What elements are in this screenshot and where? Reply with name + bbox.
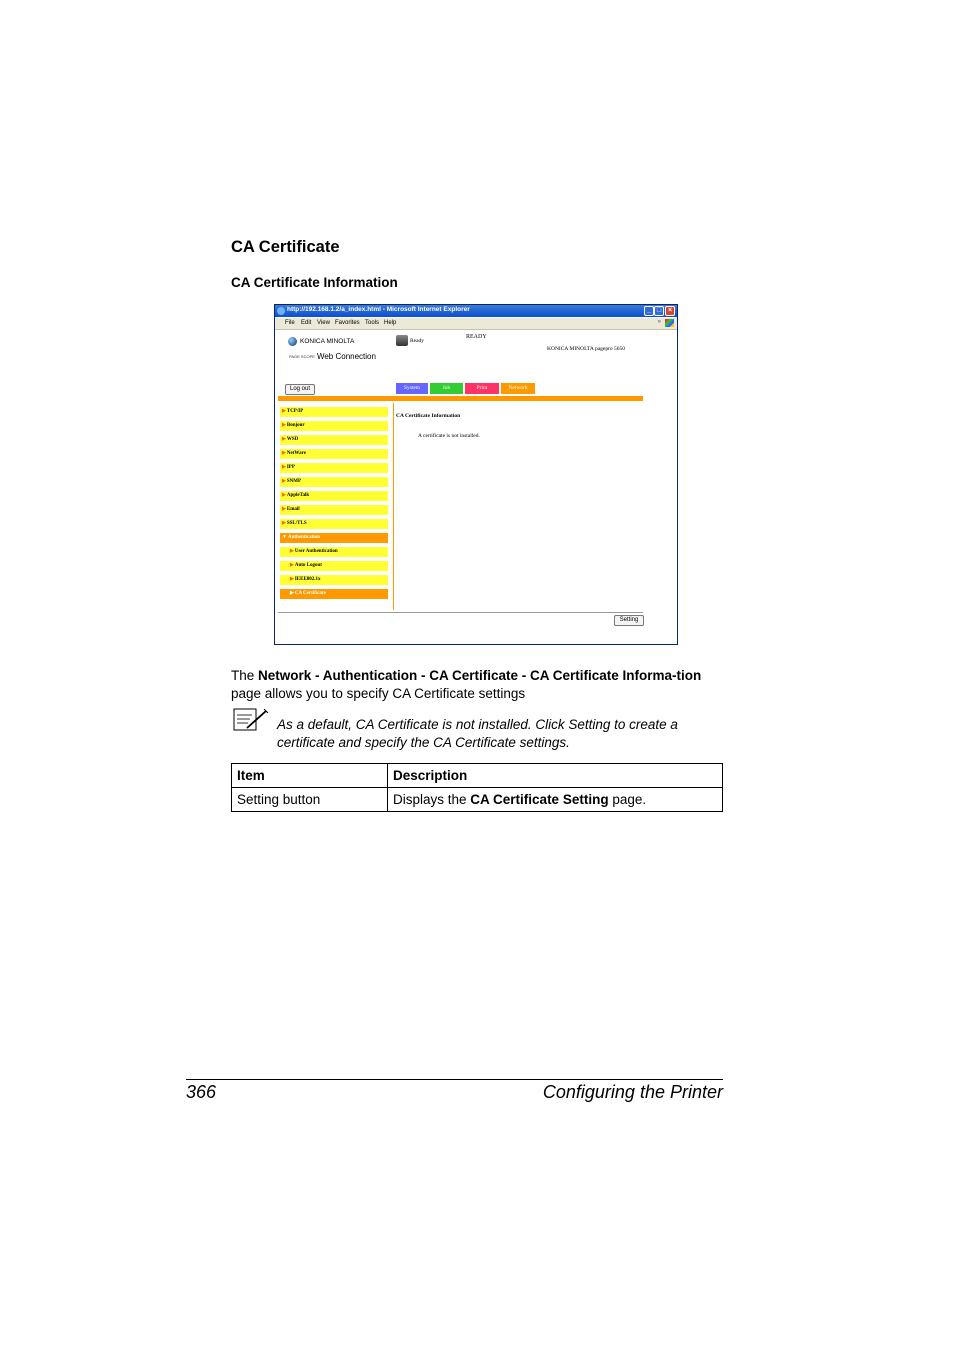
subsection-heading: CA Certificate Information	[231, 275, 398, 290]
window-titlebar	[275, 305, 677, 317]
menu-favorites[interactable]: Favorites	[335, 320, 360, 326]
tab-system[interactable]: System	[396, 383, 428, 394]
content-message: A certificate is not installed.	[418, 433, 480, 439]
section-heading: CA Certificate	[231, 238, 340, 256]
footer-rule	[186, 1079, 723, 1080]
table-row	[232, 788, 723, 812]
status-big: READY	[466, 334, 487, 340]
sidebar-item-bonjour[interactable]: ▶Bonjour	[280, 421, 388, 431]
tab-network[interactable]: Network	[501, 383, 535, 394]
table-header-description: Description	[388, 764, 723, 788]
description-tail: page.	[608, 792, 647, 807]
sidebar-item-wsd[interactable]: ▶WSD	[280, 435, 388, 445]
sidebar-item-ieee8021x[interactable]: ▶IEEE802.1x	[280, 575, 388, 585]
content-divider	[393, 403, 394, 610]
content-title: CA Certificate Information	[396, 413, 461, 419]
header-divider	[278, 396, 643, 401]
table-cell-description	[388, 788, 723, 812]
paragraph-bold: Network - Authentication - CA Certificate - CA Certificate Informa-tion	[258, 668, 702, 683]
web-connection-logo	[289, 352, 376, 361]
window-title: http://192.168.1.2/a_index.html - Microsoft Internet Explorer	[287, 306, 470, 313]
sidebar-item-ssl-tls[interactable]: ▶SSL/TLS	[280, 519, 388, 529]
table-cell-item: Setting button	[232, 788, 388, 812]
printer-model: KONICA MINOLTA pagepro 5650	[547, 346, 626, 352]
printer-icon	[396, 335, 408, 346]
sidebar-item-auto-logout[interactable]: ▶Auto Logout	[280, 561, 388, 571]
footer-divider	[278, 612, 643, 613]
paragraph-rest: page allows you to specify CA Certificate settings	[231, 685, 526, 701]
description-paragraph	[231, 667, 726, 702]
sidebar-item-ipp[interactable]: ▶IPP	[280, 463, 388, 473]
sidebar-item-ca-certificate[interactable]: ▶CA Certificate	[280, 589, 388, 599]
logout-button[interactable]: Log out	[285, 384, 315, 395]
setting-button[interactable]: Setting	[614, 615, 644, 626]
page-number: 366	[186, 1082, 217, 1102]
sidebar-item-appletalk[interactable]: ▶AppleTalk	[280, 491, 388, 501]
chapter-title: Configuring the Printer	[542, 1082, 723, 1102]
sidebar-item-netware[interactable]: ▶NetWare	[280, 449, 388, 459]
tab-print[interactable]: Print	[465, 383, 499, 394]
menu-view[interactable]: View	[317, 320, 330, 326]
paragraph-lead: The	[231, 668, 259, 683]
brand-globe-icon	[288, 337, 297, 346]
sidebar-item-email[interactable]: ▶Email	[280, 505, 388, 515]
tab-job[interactable]: Job	[430, 383, 463, 394]
web-connection-label: Web Connection	[316, 352, 376, 361]
menu-bar	[275, 318, 677, 330]
sidebar-item-snmp[interactable]: ▶SNMP	[280, 477, 388, 487]
menu-file[interactable]: File	[285, 320, 295, 326]
sidebar-item-authentication[interactable]: ▼Authentication	[280, 533, 388, 543]
chevron-icon: »	[657, 319, 661, 325]
note-text: As a default, CA Certificate is not installed. Click Setting to create a certificate and specify the CA Certificate settings.	[277, 717, 678, 750]
brand-logo	[288, 337, 354, 346]
minimize-icon[interactable]: _	[644, 306, 654, 316]
table-header-row	[232, 764, 723, 788]
web-connection-prefix: PAGE SCOPE	[289, 353, 315, 359]
items-table	[231, 763, 723, 812]
note-icon	[233, 708, 269, 732]
browser-screenshot	[274, 304, 678, 645]
maximize-icon[interactable]: □	[654, 306, 664, 316]
sidebar-item-user-authentication[interactable]: ▶User Authentication	[280, 547, 388, 557]
menu-edit[interactable]: Edit	[301, 320, 312, 326]
brand-name: KONICA MINOLTA	[300, 338, 355, 346]
table-header-item: Item	[232, 764, 388, 788]
ie-icon	[277, 307, 285, 315]
windows-flag-icon	[665, 319, 674, 327]
description-lead: Displays the	[393, 792, 471, 807]
status-small: Ready	[410, 338, 425, 344]
close-icon[interactable]: ×	[665, 306, 675, 316]
menu-tools[interactable]: Tools	[365, 320, 380, 326]
description-bold: CA Certificate Setting	[470, 792, 609, 807]
menu-help[interactable]: Help	[384, 320, 397, 326]
sidebar-item-tcpip[interactable]: ▶TCP/IP	[280, 407, 388, 417]
